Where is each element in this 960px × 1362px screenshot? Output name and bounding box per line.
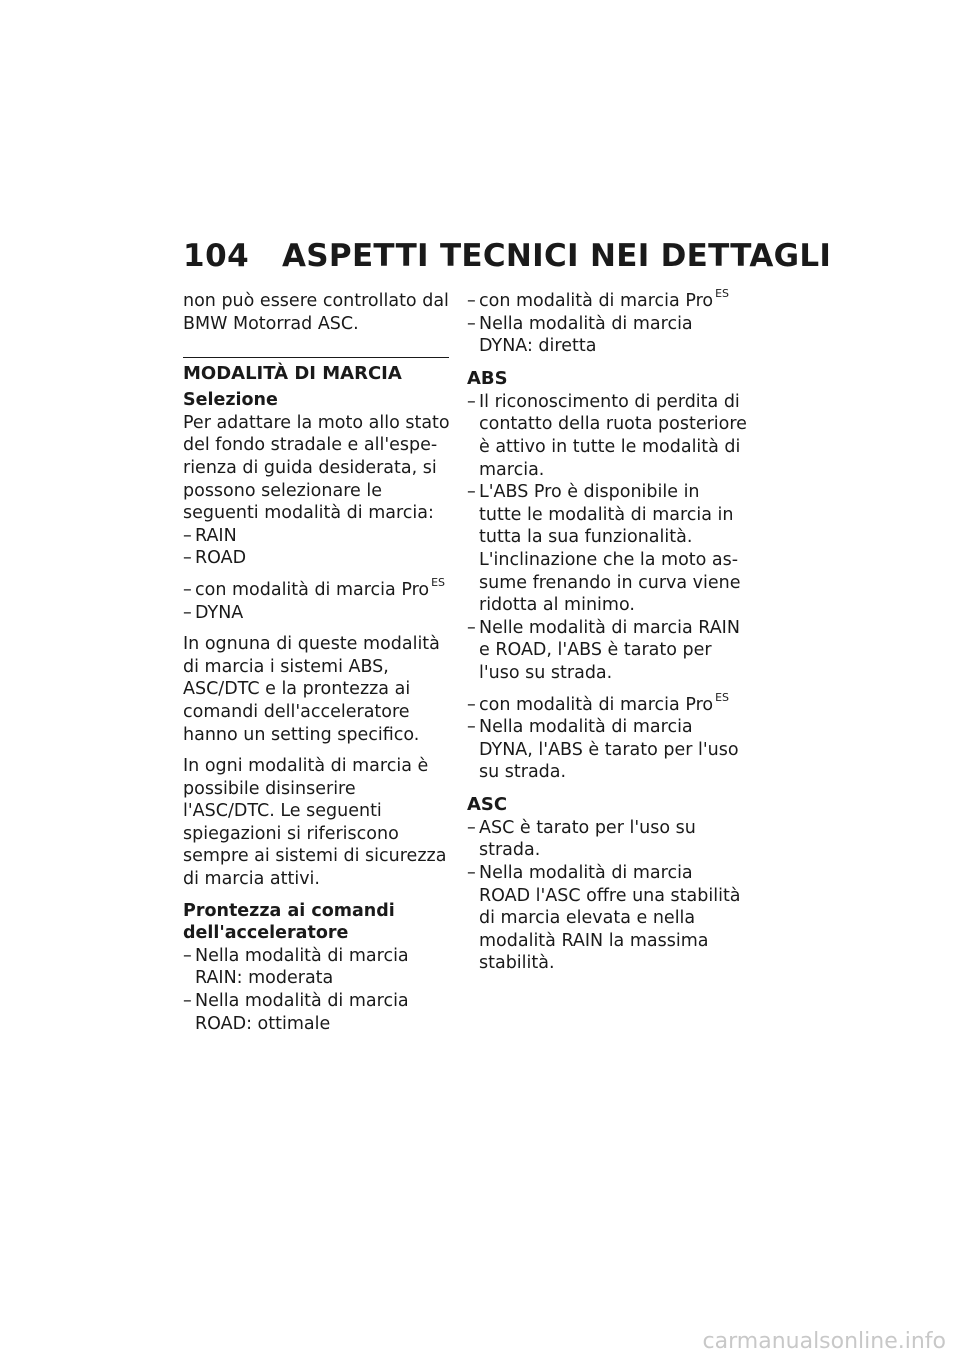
list-item: – Nella modalità di marcia DYNA, l'ABS è tarato per l'uso su strada. — [467, 716, 747, 784]
list-item: – ROAD — [183, 547, 451, 570]
asc-heading: ASC — [467, 793, 508, 815]
list-item: – DYNA — [183, 602, 451, 625]
pro-condition — [183, 576, 451, 624]
asc-list — [467, 817, 747, 975]
list-item: – Nella modalità di marcia ROAD l'ASC offre una stabilità di marcia elevata e nella modalità RAIN la massima stabilità. — [467, 862, 747, 975]
list-item: – Il riconoscimento di perdita di contatto della ruota posteriore è attivo in tutte le modalità di marcia. — [467, 391, 747, 481]
throttle-list — [183, 945, 451, 1035]
abs-list — [467, 391, 747, 685]
pro-label: con modalità di marcia Pro — [479, 694, 714, 715]
page-number: 104 — [183, 238, 250, 274]
pro-label: con modalità di marcia Pro — [195, 579, 430, 600]
section-title: MODALITÀ DI MARCIA — [183, 363, 402, 385]
list-item: – Nella modalità di marcia DYNA: diretta — [467, 313, 747, 358]
watermark: carmanualsonline.info — [702, 1329, 946, 1354]
settings-paragraph: In ognuna di queste modalità di marcia i sistemi ABS, ASC/DTC e la prontezza ai comandi dell'acceleratore hanno un setting specifico. — [183, 634, 440, 745]
section-divider — [183, 357, 449, 358]
es-superscript: ES — [431, 576, 446, 590]
list-item — [467, 287, 747, 313]
disable-paragraph: In ogni modalità di marcia è possibile disinserire l'ASC/DTC. Le seguenti spiegazioni si riferiscono sempre ai sistemi di sicurezza di marcia attivi. — [183, 756, 447, 890]
chapter-title: ASPETTI TECNICI NEI DETTAGLI — [282, 238, 832, 274]
modes-list-a — [183, 525, 451, 570]
list-item: – Nella modalità di marcia RAIN: moderata — [183, 945, 451, 990]
left-column — [183, 290, 451, 1035]
abs-pro-condition — [467, 690, 747, 784]
list-item: – RAIN — [183, 525, 451, 548]
abs-heading: ABS — [467, 367, 508, 389]
es-superscript: ES — [715, 690, 730, 704]
list-item: – L'ABS Pro è disponibile in tutte le modalità di marcia in tutta la sua funzionalità. L'inclinazione che la moto assume frenando in curva viene ridotta al minimo. — [467, 481, 747, 617]
selezione-text: Per adattare la moto allo stato del fondo stradale e all'esperienza di guida desiderata, si possono selezionare le seguenti modalità di marcia: — [183, 412, 450, 524]
right-column — [467, 287, 747, 975]
list-item: – Nella modalità di marcia ROAD: ottimale — [183, 990, 451, 1035]
selezione-heading: Selezione — [183, 390, 278, 411]
throttle-heading: Prontezza ai comandi dell'acceleratore — [183, 900, 395, 944]
list-item — [467, 690, 747, 717]
list-item: – ASC è tarato per l'uso su strada. — [467, 817, 747, 862]
pro-condition-right — [467, 287, 747, 358]
pro-label: con modalità di marcia Pro — [479, 291, 714, 311]
list-item — [183, 576, 451, 602]
intro-text: non può essere controllato dal BMW Motorrad ASC. — [183, 291, 449, 334]
list-item: – Nelle modalità di marcia RAIN e ROAD, l'ABS è tarato per l'uso su strada. — [467, 617, 747, 685]
es-superscript: ES — [715, 287, 730, 301]
